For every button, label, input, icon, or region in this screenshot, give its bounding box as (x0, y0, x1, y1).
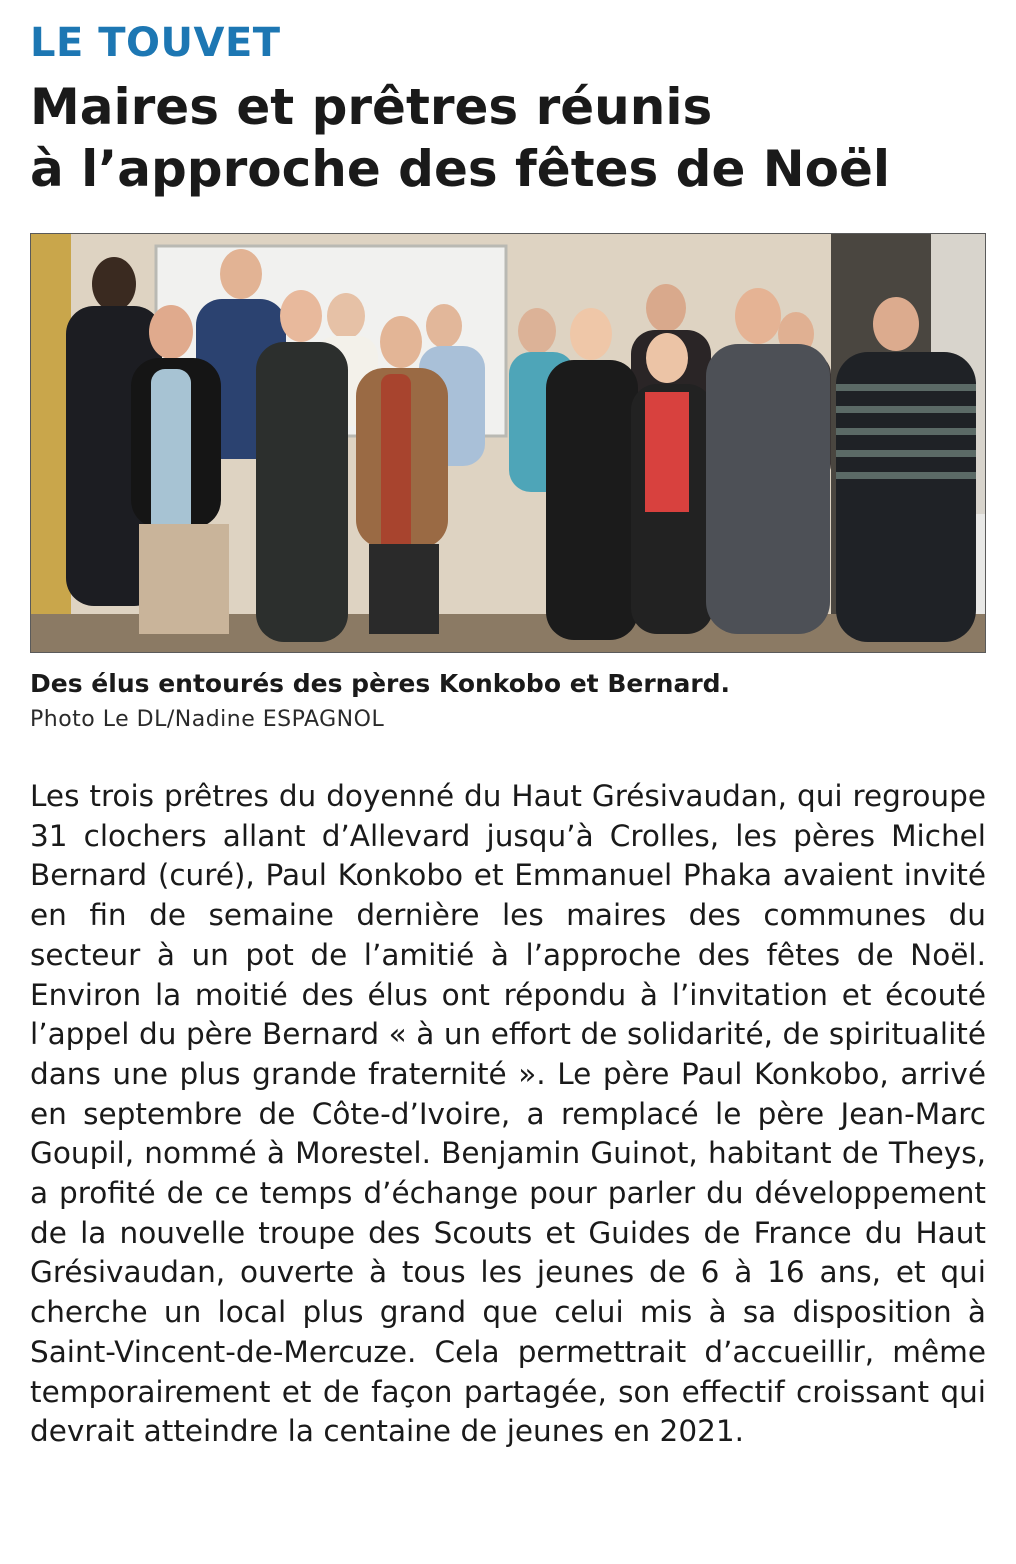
article (30, 18, 986, 1452)
article-body: Les trois prêtres du doyenné du Haut Grésivaudan, qui regroupe 31 clochers allant d’Allevard jusqu’à Crolles, les pères Michel Bernard (curé), Paul Konkobo et Emmanuel Phaka avaient invité en fin de semaine dernière les maires des communes du secteur à un pot de l’amitié à l’approche des fêtes de Noël. Environ la moitié des élus ont répondu à l’invitation et écouté l’appel du père Bernard « à un effort de solidarité, de spiritualité dans une plus grande fraternité ». Le père Paul Konkobo, arrivé en septembre de Côte-d’Ivoire, a remplacé le père Jean-Marc Goupil, nommé à Morestel. Benjamin Guinot, habitant de Theys, a profité de ce temps d’échange pour parler du développement de la nouvelle troupe des Scouts et Guides de France du Haut Grésivaudan, ouverte à tous les jeunes de 6 à 16 ans, et qui cherche un local plus grand que celui mis à sa disposition à Saint-Vincent-de-Mercuze. Cela permettrait d’accueillir, même temporairement et de façon partagée, son effectif croissant qui devrait atteindre la centaine de jeunes en 2021. (30, 779, 986, 1449)
rubric-location: LE TOUVET (30, 20, 281, 66)
headline-line-2: à l’approche des fêtes de Noël (30, 140, 891, 198)
headline (30, 76, 986, 200)
photo-credit: Photo Le DL/Nadine ESPAGNOL (30, 707, 385, 732)
headline-line-1: Maires et prêtres réunis (30, 78, 713, 136)
group-photo-illustration (31, 234, 985, 652)
photo-caption: Des élus entourés des pères Konkobo et Bernard. (30, 669, 731, 698)
yellow-curtain (31, 234, 71, 652)
group-photo (30, 233, 986, 653)
